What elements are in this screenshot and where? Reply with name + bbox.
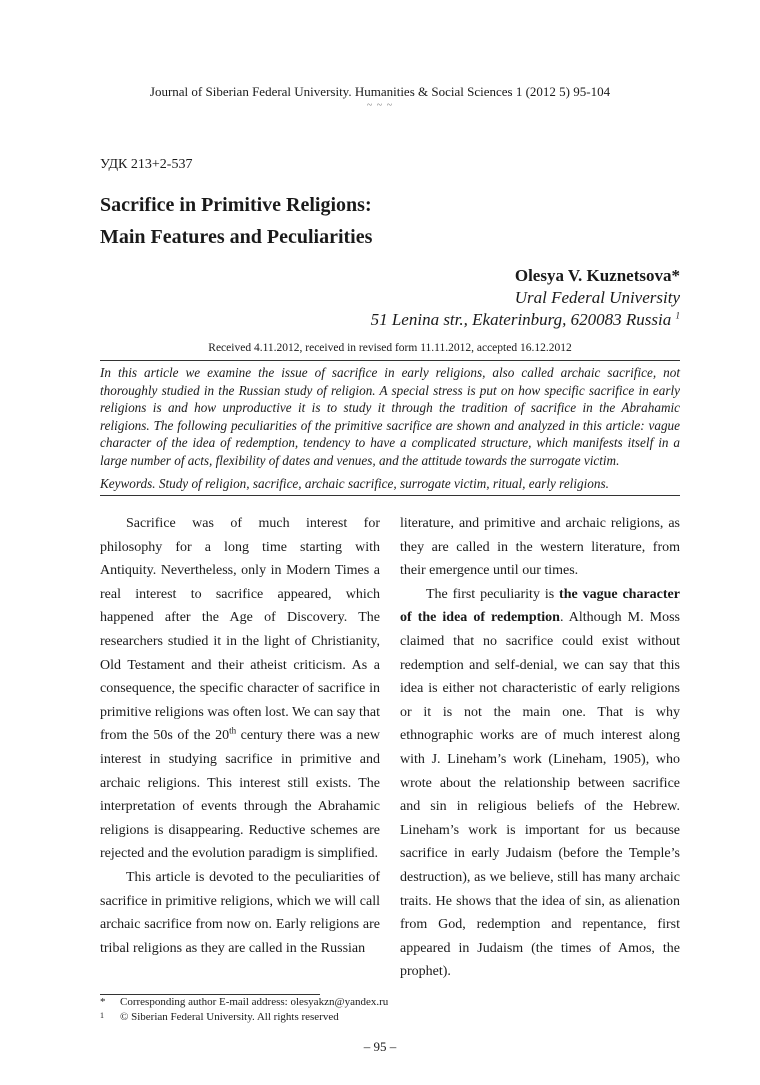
header-ornament: ~ ~ ~	[366, 100, 394, 111]
journal-header: Journal of Siberian Federal University. Humanities & Social Sciences 1 (2012 5) 95-104	[149, 84, 611, 99]
body-columns	[100, 512, 680, 984]
author-address	[100, 309, 680, 331]
address-footnote-mark: 1	[675, 310, 680, 321]
abstract-top-rule	[100, 360, 680, 361]
body-paragraph: literature, and primitive and archaic religions, as they are called in the western literature, from their emergence until our times.	[400, 516, 680, 579]
page-number: – 95 –	[363, 1038, 397, 1054]
article-title	[100, 189, 680, 253]
body-paragraph	[100, 512, 380, 866]
paragraph-text: . Although M. Moss claimed that no sacrifice could exist without redemption and self-denial, we can say that this idea is either not characteristic of early religions or it is not the main one. That is why ethnographic works are of much interest along with J. Lineham’s work (Lineham, 1905), who wrote about the relationship between sacrifice and sin in religious beliefs of the Hebrew. Lineham’s work is important for us because sacrifice in early Judaism (before the Temple’s destruction), as we believe, still has many archaic traits. He shows that the idea of sin, as alienation from God, redemption and repentance, first appeared in Judaism (the times of Amos, the prophet).	[400, 610, 680, 980]
keywords: Keywords. Study of religion, sacrifice, archaic sacrifice, surrogate victim, ritual, early religions.	[100, 476, 609, 491]
footnote	[100, 1010, 680, 1025]
footnote-mark: 1	[100, 1010, 104, 1020]
footnote	[100, 995, 680, 1010]
body-paragraph	[400, 583, 680, 984]
body-paragraph: This article is devoted to the peculiarities of sacrifice in primitive religions, which we will call archaic sacrifice from now on. Early religions are tribal religions as they are called in the Russian	[100, 869, 380, 956]
body-column-right	[400, 512, 680, 984]
abstract-bottom-rule	[100, 495, 680, 496]
paragraph-text: century there was a new interest in studying sacrifice in primitive and archaic religions. This interest still exists. The interpretation of events through the Abrahamic religions is disappearing. Reductive schemes are rejected and the evolution paradigm is simplified.	[100, 728, 380, 862]
superscript: th	[229, 725, 237, 736]
title-line-2: Main Features and Peculiarities	[100, 226, 373, 248]
footnote-text: © Siberian Federal University. All rights reserved	[120, 1010, 339, 1023]
body-column-left	[100, 512, 380, 984]
emphasis: the vague character of the idea of redemption	[400, 586, 680, 626]
author-name: Olesya V. Kuznetsova*	[514, 266, 680, 285]
address-text: 51 Lenina str., Ekaterinburg, 620083 Russia	[370, 310, 672, 329]
received-dates: Received 4.11.2012, received in revised form 11.11.2012, accepted 16.12.2012	[208, 342, 572, 354]
abstract: In this article we examine the issue of sacrifice in early religions, also called archaic sacrifice, not thoroughly studied in the Russian study of religion. A special stress is put on how specific sacrifice in early religions is and how unproductive it is to study it through the tradition of sacrifice in the Abrahamic religions. The following peculiarities of the primitive sacrifice are shown and analyzed in this article: vague character of the idea of redemption, tendency to have a complicated structure, which manifests itself in a large number of acts, flexibility of dates and venues, and the attitude towards the surrogate victim.	[100, 365, 680, 468]
paragraph-text: Sacrifice was of much interest for philosophy for a long time starting with Antiquity. Nevertheless, only in Modern Times a real interest to sacrifice appeared, which happened after the Age of Discovery. The researchers studied it in the light of Christianity, Old Testament and their atheist criticism. As a consequence, the specific character of sacrifice in primitive religions was often lost. We can say that from the 50s of the 20	[100, 516, 380, 744]
paragraph-text: The first peculiarity is	[426, 586, 560, 602]
title-line-1: Sacrifice in Primitive Religions:	[100, 194, 372, 216]
udk-code: УДК 213+2-537	[100, 157, 193, 172]
footnote-mark: *	[100, 995, 106, 1008]
author-block	[100, 265, 680, 331]
footnote-text: Corresponding author E-mail address: olesyakzn@yandex.ru	[120, 995, 389, 1008]
author-affiliation: Ural Federal University	[514, 288, 680, 307]
